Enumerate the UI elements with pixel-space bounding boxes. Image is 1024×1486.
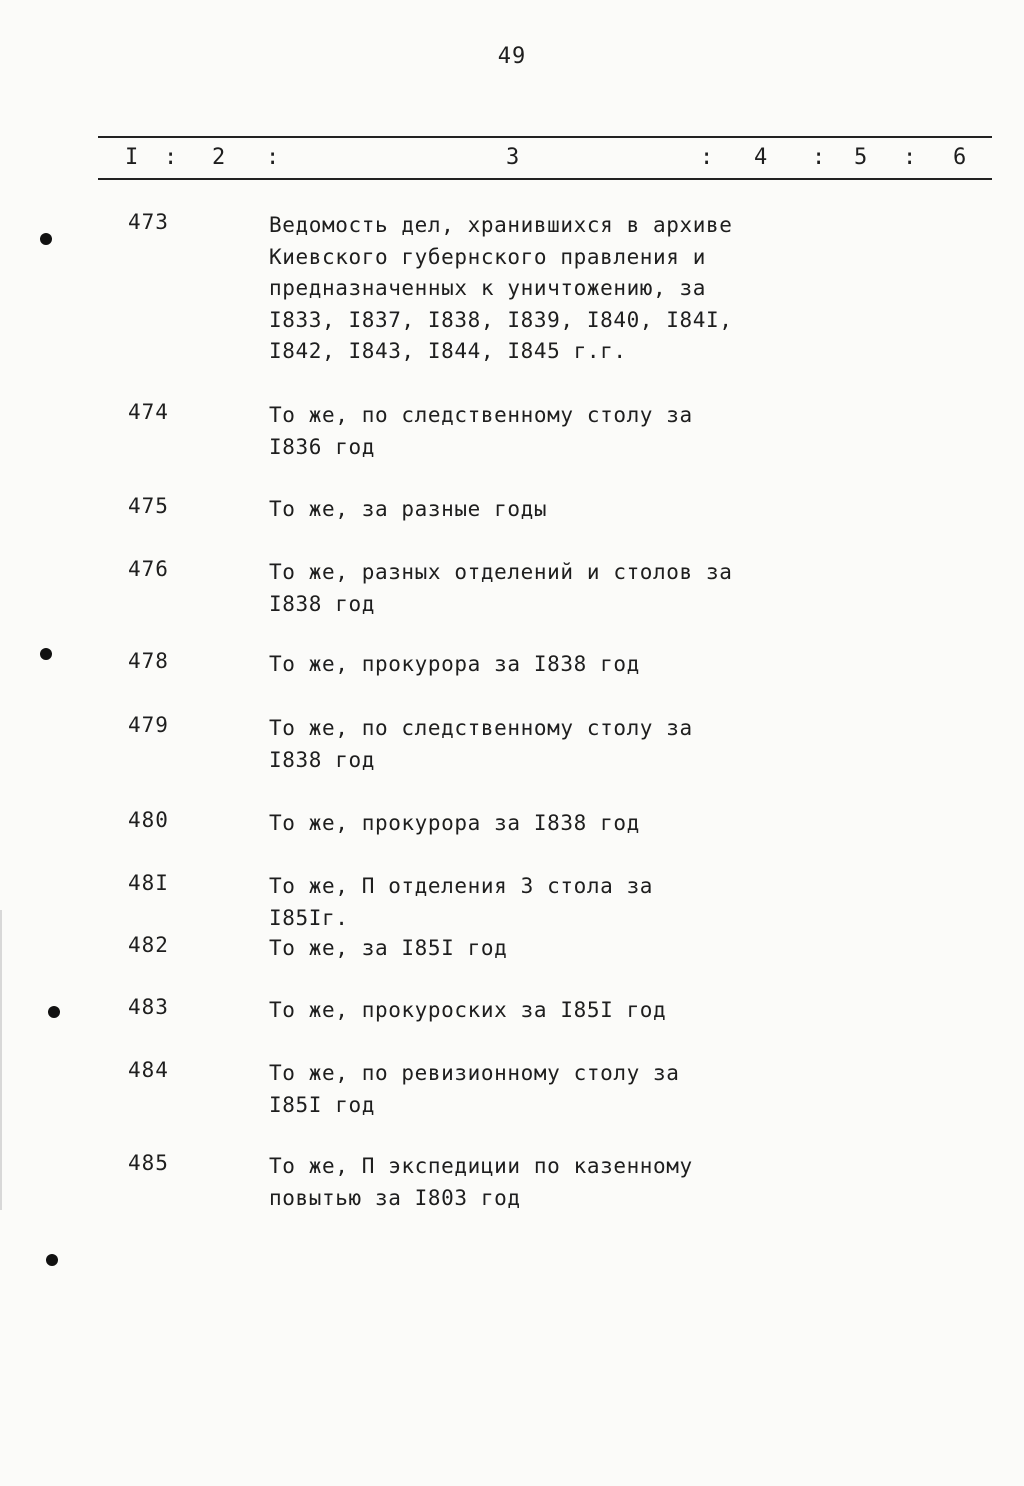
entry-number: 48I [128,871,169,895]
header-col-5: 5 [854,145,868,170]
entry-number: 479 [128,713,169,737]
entry-description: То же, П экспедиции по казенному повытью за I803 год [269,1154,693,1210]
entry-number: 482 [128,933,169,957]
entry-number: 485 [128,1151,169,1175]
header-separator: : [700,145,714,170]
header-separator: : [164,145,178,170]
header-col-4: 4 [754,145,768,170]
header-col-2: 2 [212,145,226,170]
scan-edge-line [0,910,2,1210]
entry-description: То же, П отделения 3 стола за I85Iг. [269,874,654,930]
table-header-bottom-rule [98,178,992,180]
entry-number: 475 [128,494,169,518]
entry-number: 476 [128,557,169,581]
header-separator: : [266,145,280,170]
entry-description: То же, прокуроских за I85I год [269,998,667,1022]
entry-number: 473 [128,210,169,234]
entry-description: То же, за I85I год [269,936,508,960]
entry-description: То же, по следственному столу за I836 год [269,403,693,459]
entry-description: То же, за разные годы [269,497,548,521]
header-separator: : [812,145,826,170]
entry-description: То же, по следственному столу за I838 год [269,716,693,772]
entry-number: 480 [128,808,169,832]
binding-hole-mark [46,1254,58,1266]
header-col-3: 3 [506,145,520,170]
entry-description: То же, по ревизионному столу за I85I год [269,1061,680,1117]
table-header-top-rule [98,136,992,138]
entry-description: То же, разных отделений и столов за I838 год [269,560,733,616]
binding-hole-mark [40,233,52,245]
header-col-6: 6 [953,145,967,170]
binding-hole-mark [40,648,52,660]
entry-description: Ведомость дел, хранившихся в архиве Киевского губернского правления и предназначенных к уничтожению, за I833, I837, I838, I839, I840, I84I, I842, I843, I844, I845 г.г. [269,213,733,363]
entry-description: То же, прокурора за I838 год [269,811,640,835]
header-separator: : [903,145,917,170]
entry-description: То же, прокурора за I838 год [269,652,640,676]
header-col-1: I [125,145,139,170]
entry-number: 483 [128,995,169,1019]
entry-number: 484 [128,1058,169,1082]
binding-hole-mark [48,1006,60,1018]
page-number: 49 [497,44,527,69]
entry-number: 474 [128,400,169,424]
entry-number: 478 [128,649,169,673]
